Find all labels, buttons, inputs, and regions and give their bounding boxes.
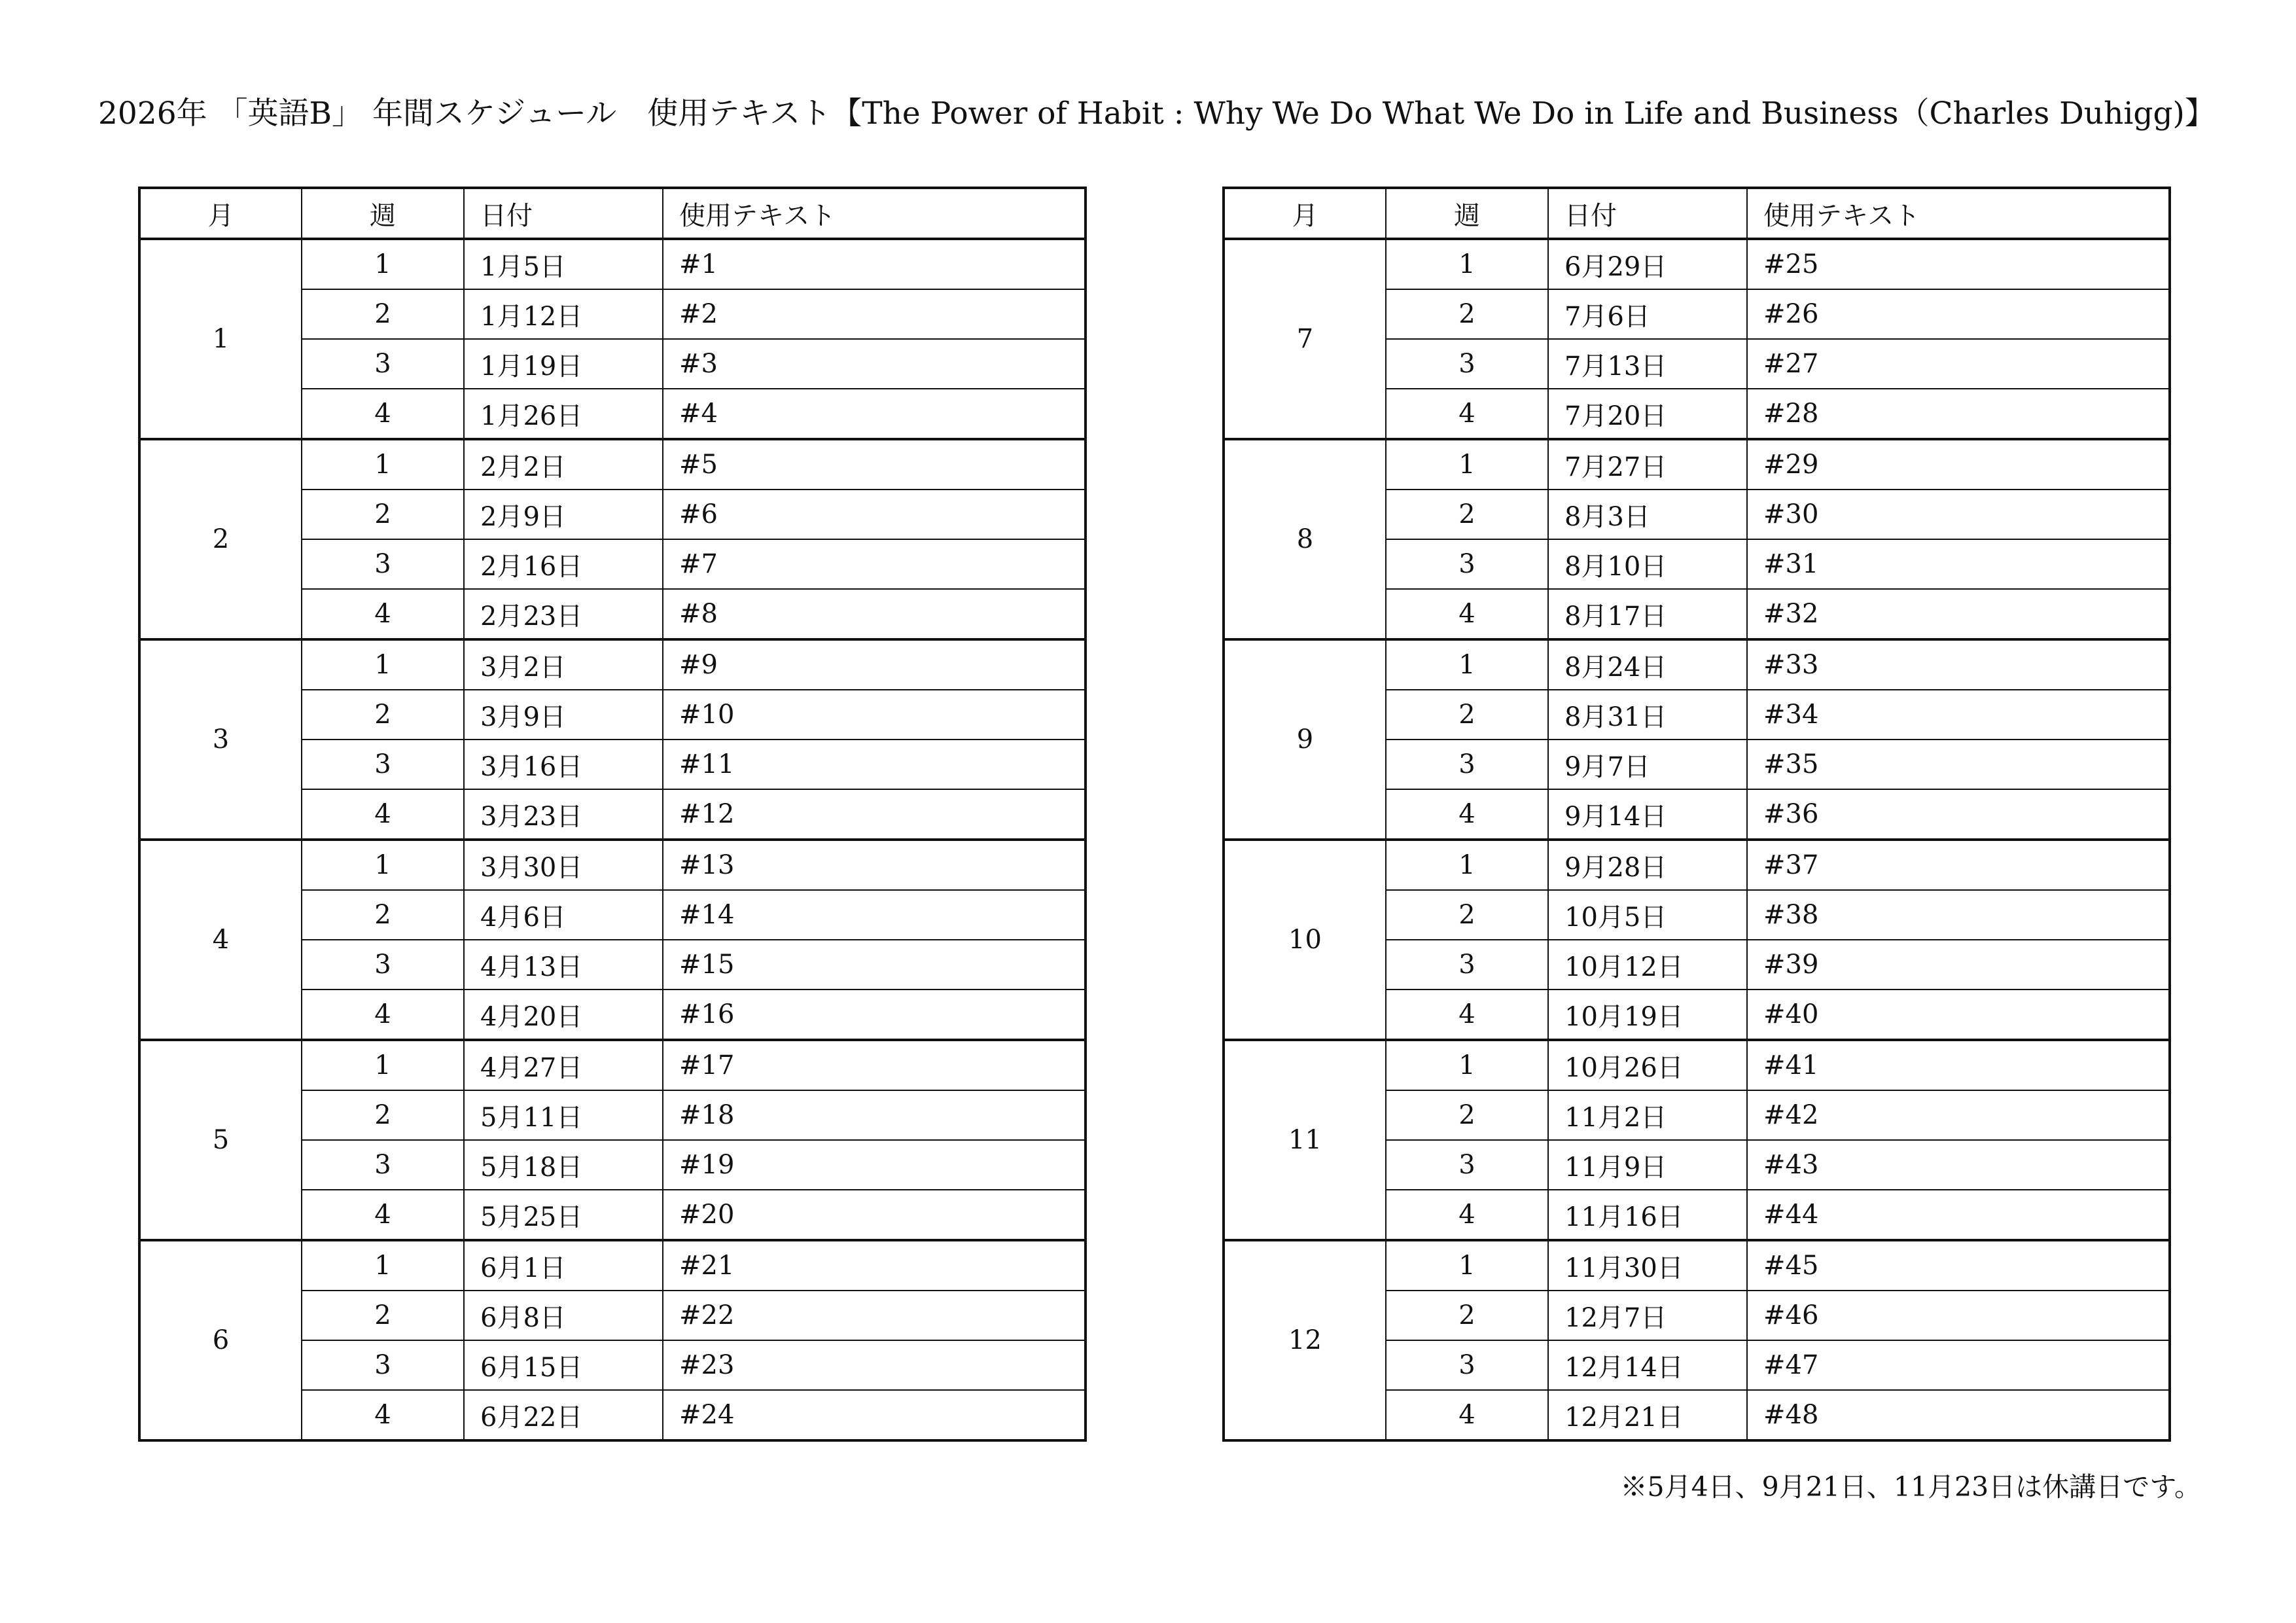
text-cell: #25 <box>1747 239 2170 289</box>
text-cell: #17 <box>663 1040 1086 1090</box>
text-cell: #38 <box>1747 890 2170 940</box>
holiday-note: ※5月4日、9月21日、11月23日は休講日です。 <box>1620 1471 2201 1503</box>
date-cell: 8月10日 <box>1548 539 1747 589</box>
week-cell: 1 <box>302 1240 464 1291</box>
text-cell: #46 <box>1747 1291 2170 1340</box>
header-week: 週 <box>302 188 464 239</box>
text-cell: #6 <box>663 490 1086 539</box>
week-cell: 1 <box>1386 1040 1548 1090</box>
text-cell: #8 <box>663 589 1086 639</box>
week-cell: 2 <box>302 1291 464 1340</box>
text-cell: #43 <box>1747 1140 2170 1190</box>
date-cell: 4月13日 <box>464 940 663 990</box>
date-cell: 5月25日 <box>464 1190 663 1240</box>
date-cell: 1月26日 <box>464 389 663 439</box>
date-cell: 10月19日 <box>1548 990 1747 1040</box>
text-cell: #12 <box>663 789 1086 840</box>
week-cell: 3 <box>1386 1340 1548 1390</box>
text-cell: #27 <box>1747 339 2170 389</box>
month-cell: 9 <box>1224 639 1386 840</box>
week-cell: 2 <box>302 890 464 940</box>
month-cell: 11 <box>1224 1040 1386 1240</box>
date-cell: 2月2日 <box>464 439 663 490</box>
text-cell: #33 <box>1747 639 2170 690</box>
text-cell: #13 <box>663 840 1086 890</box>
text-cell: #44 <box>1747 1190 2170 1240</box>
week-cell: 4 <box>302 589 464 639</box>
text-cell: #31 <box>1747 539 2170 589</box>
date-cell: 8月31日 <box>1548 690 1747 740</box>
week-cell: 3 <box>302 539 464 589</box>
text-cell: #32 <box>1747 589 2170 639</box>
week-cell: 4 <box>1386 1190 1548 1240</box>
date-cell: 8月3日 <box>1548 490 1747 539</box>
date-cell: 6月22日 <box>464 1390 663 1440</box>
table-row <box>139 1240 1086 1291</box>
text-cell: #10 <box>663 690 1086 740</box>
date-cell: 12月21日 <box>1548 1390 1747 1440</box>
month-cell: 8 <box>1224 439 1386 639</box>
text-cell: #39 <box>1747 940 2170 990</box>
date-cell: 2月23日 <box>464 589 663 639</box>
schedule-table-left <box>138 187 1087 1442</box>
date-cell: 3月30日 <box>464 840 663 890</box>
text-cell: #24 <box>663 1390 1086 1440</box>
text-cell: #37 <box>1747 840 2170 890</box>
date-cell: 5月18日 <box>464 1140 663 1190</box>
text-cell: #35 <box>1747 740 2170 789</box>
week-cell: 3 <box>302 740 464 789</box>
date-cell: 10月5日 <box>1548 890 1747 940</box>
table-row <box>1224 1040 2170 1090</box>
date-cell: 4月20日 <box>464 990 663 1040</box>
date-cell: 2月16日 <box>464 539 663 589</box>
week-cell: 2 <box>1386 1291 1548 1340</box>
date-cell: 12月14日 <box>1548 1340 1747 1390</box>
month-cell: 2 <box>139 439 302 639</box>
date-cell: 9月28日 <box>1548 840 1747 890</box>
date-cell: 5月11日 <box>464 1090 663 1140</box>
month-cell: 7 <box>1224 239 1386 439</box>
date-cell: 11月30日 <box>1548 1240 1747 1291</box>
date-cell: 6月15日 <box>464 1340 663 1390</box>
week-cell: 4 <box>302 1190 464 1240</box>
table-row <box>139 1040 1086 1090</box>
date-cell: 9月14日 <box>1548 789 1747 840</box>
date-cell: 11月16日 <box>1548 1190 1747 1240</box>
week-cell: 4 <box>1386 789 1548 840</box>
week-cell: 2 <box>302 490 464 539</box>
text-cell: #21 <box>663 1240 1086 1291</box>
week-cell: 2 <box>1386 1090 1548 1140</box>
week-cell: 1 <box>302 239 464 289</box>
text-cell: #11 <box>663 740 1086 789</box>
date-cell: 2月9日 <box>464 490 663 539</box>
month-cell: 3 <box>139 639 302 840</box>
week-cell: 4 <box>1386 389 1548 439</box>
date-cell: 6月29日 <box>1548 239 1747 289</box>
week-cell: 3 <box>1386 740 1548 789</box>
date-cell: 3月16日 <box>464 740 663 789</box>
table-row <box>1224 439 2170 490</box>
week-cell: 3 <box>302 339 464 389</box>
text-cell: #15 <box>663 940 1086 990</box>
date-cell: 8月24日 <box>1548 639 1747 690</box>
week-cell: 4 <box>302 789 464 840</box>
week-cell: 1 <box>302 840 464 890</box>
week-cell: 2 <box>1386 289 1548 339</box>
text-cell: #45 <box>1747 1240 2170 1291</box>
text-cell: #7 <box>663 539 1086 589</box>
month-cell: 1 <box>139 239 302 439</box>
text-cell: #1 <box>663 239 1086 289</box>
week-cell: 3 <box>302 940 464 990</box>
date-cell: 3月2日 <box>464 639 663 690</box>
date-cell: 8月17日 <box>1548 589 1747 639</box>
date-cell: 3月23日 <box>464 789 663 840</box>
month-cell: 10 <box>1224 840 1386 1040</box>
header-text: 使用テキスト <box>1747 188 2170 239</box>
date-cell: 7月6日 <box>1548 289 1747 339</box>
table-row <box>1224 239 2170 289</box>
date-cell: 7月27日 <box>1548 439 1747 490</box>
text-cell: #34 <box>1747 690 2170 740</box>
week-cell: 4 <box>302 389 464 439</box>
week-cell: 4 <box>302 990 464 1040</box>
date-cell: 4月6日 <box>464 890 663 940</box>
week-cell: 2 <box>302 1090 464 1140</box>
page-title: 2026年 「英語B」 年間スケジュール 使用テキスト【The Power of Habit : Why We Do What We Do in Life and Business（Charles Duhigg)】 <box>98 96 2216 132</box>
text-cell: #4 <box>663 389 1086 439</box>
header-text: 使用テキスト <box>663 188 1086 239</box>
table-row <box>1224 1240 2170 1291</box>
text-cell: #26 <box>1747 289 2170 339</box>
text-cell: #22 <box>663 1291 1086 1340</box>
date-cell: 11月2日 <box>1548 1090 1747 1140</box>
week-cell: 1 <box>1386 639 1548 690</box>
text-cell: #48 <box>1747 1390 2170 1440</box>
header-date: 日付 <box>1548 188 1747 239</box>
date-cell: 1月12日 <box>464 289 663 339</box>
month-cell: 4 <box>139 840 302 1040</box>
table-header-row <box>1224 188 2170 239</box>
week-cell: 1 <box>1386 1240 1548 1291</box>
table-row <box>139 840 1086 890</box>
week-cell: 1 <box>302 1040 464 1090</box>
text-cell: #16 <box>663 990 1086 1040</box>
header-month: 月 <box>139 188 302 239</box>
date-cell: 10月26日 <box>1548 1040 1747 1090</box>
text-cell: #9 <box>663 639 1086 690</box>
text-cell: #28 <box>1747 389 2170 439</box>
week-cell: 2 <box>1386 690 1548 740</box>
month-cell: 6 <box>139 1240 302 1440</box>
header-week: 週 <box>1386 188 1548 239</box>
date-cell: 7月20日 <box>1548 389 1747 439</box>
week-cell: 1 <box>1386 439 1548 490</box>
month-cell: 5 <box>139 1040 302 1240</box>
text-cell: #29 <box>1747 439 2170 490</box>
week-cell: 1 <box>1386 840 1548 890</box>
date-cell: 6月1日 <box>464 1240 663 1291</box>
text-cell: #41 <box>1747 1040 2170 1090</box>
week-cell: 2 <box>302 289 464 339</box>
week-cell: 3 <box>302 1140 464 1190</box>
text-cell: #30 <box>1747 490 2170 539</box>
header-month: 月 <box>1224 188 1386 239</box>
text-cell: #5 <box>663 439 1086 490</box>
table-row <box>139 639 1086 690</box>
date-cell: 7月13日 <box>1548 339 1747 389</box>
date-cell: 1月19日 <box>464 339 663 389</box>
date-cell: 4月27日 <box>464 1040 663 1090</box>
header-date: 日付 <box>464 188 663 239</box>
text-cell: #42 <box>1747 1090 2170 1140</box>
text-cell: #3 <box>663 339 1086 389</box>
date-cell: 3月9日 <box>464 690 663 740</box>
week-cell: 4 <box>302 1390 464 1440</box>
date-cell: 10月12日 <box>1548 940 1747 990</box>
week-cell: 1 <box>302 439 464 490</box>
week-cell: 4 <box>1386 589 1548 639</box>
text-cell: #20 <box>663 1190 1086 1240</box>
text-cell: #2 <box>663 289 1086 339</box>
text-cell: #18 <box>663 1090 1086 1140</box>
table-header-row <box>139 188 1086 239</box>
date-cell: 6月8日 <box>464 1291 663 1340</box>
week-cell: 1 <box>1386 239 1548 289</box>
week-cell: 2 <box>1386 890 1548 940</box>
week-cell: 2 <box>302 690 464 740</box>
week-cell: 2 <box>1386 490 1548 539</box>
table-row <box>139 439 1086 490</box>
text-cell: #23 <box>663 1340 1086 1390</box>
week-cell: 3 <box>1386 339 1548 389</box>
text-cell: #19 <box>663 1140 1086 1190</box>
week-cell: 3 <box>1386 1140 1548 1190</box>
table-row <box>139 239 1086 289</box>
week-cell: 4 <box>1386 990 1548 1040</box>
date-cell: 11月9日 <box>1548 1140 1747 1190</box>
date-cell: 9月7日 <box>1548 740 1747 789</box>
table-row <box>1224 840 2170 890</box>
table-row <box>1224 639 2170 690</box>
date-cell: 1月5日 <box>464 239 663 289</box>
month-cell: 12 <box>1224 1240 1386 1440</box>
text-cell: #14 <box>663 890 1086 940</box>
week-cell: 4 <box>1386 1390 1548 1440</box>
week-cell: 3 <box>302 1340 464 1390</box>
text-cell: #40 <box>1747 990 2170 1040</box>
text-cell: #47 <box>1747 1340 2170 1390</box>
week-cell: 1 <box>302 639 464 690</box>
date-cell: 12月7日 <box>1548 1291 1747 1340</box>
week-cell: 3 <box>1386 539 1548 589</box>
week-cell: 3 <box>1386 940 1548 990</box>
text-cell: #36 <box>1747 789 2170 840</box>
schedule-table-right <box>1222 187 2171 1442</box>
